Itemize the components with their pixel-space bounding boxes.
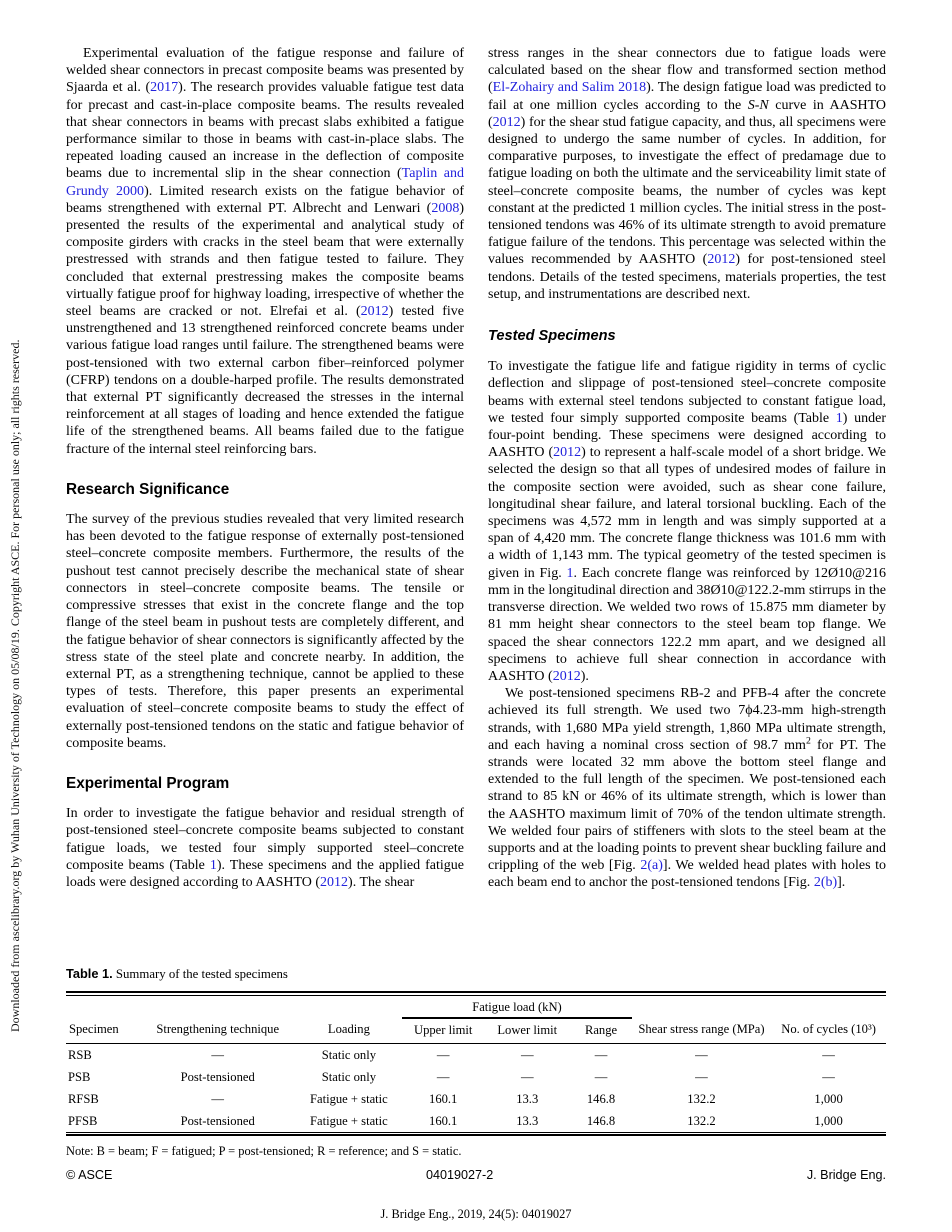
table-row (66, 1043, 886, 1066)
italic-text: S-N (747, 97, 769, 113)
table-cell: RFSB (68, 1092, 99, 1106)
table-cell: — (822, 1048, 835, 1062)
column-header: Upper limit (402, 1018, 484, 1044)
table-cell: — (520, 1048, 534, 1062)
text-segment: ). These specimens and the applied fatigue loads were designed according to AASHTO ( (66, 857, 464, 890)
text-segment: ). The research provides valuable fatigue test data for precast and cast-in-place composite beams. The results revealed that shear connectors in beams with precast slabs exhibited a fatigue performance similar to those in beams with cast-in-place slabs. The repeated loading caused an increase in the deflection of composite beams due to incremental slip in the shear connection ( (66, 80, 464, 182)
citation-link[interactable]: 2(a) (640, 858, 663, 874)
citation-link[interactable]: 2012 (492, 114, 521, 130)
table-cell: Post-tensioned (180, 1114, 255, 1128)
table-cell: 132.2 (687, 1114, 716, 1128)
table-cell: 1,000 (814, 1092, 843, 1106)
fatigue-load-span-header: Fatigue load (kN) (402, 995, 632, 1018)
blank-span-cell (66, 995, 402, 1018)
table-cell: 160.1 (429, 1092, 458, 1106)
table-cell: RSB (68, 1048, 92, 1062)
table-cell: Post-tensioned (180, 1070, 255, 1084)
table-cell: — (594, 1070, 608, 1084)
right-column (488, 45, 886, 892)
text-segment: ) for post-tensioned steel tendons. Details of the tested specimens, materials properties, the test setup, and instrumentations are described next. (488, 252, 887, 302)
continuation-paragraph (488, 45, 886, 303)
footer-journal: J. Bridge Eng. (806, 1168, 886, 1182)
text-segment: . Each concrete flange was reinforced by 12Ø10@216 mm in the longitudinal direction and 38Ø10@122.2-mm stirrups in the transverse direction. We welded two rows of 15.875 mm diameter by 81 mm height shear connectors to the steel beam top flange. We spaced the shear connectors 122.2 mm apart, and we designed all specimens to achieve full shear connection in accordance with AASHTO ( (488, 565, 886, 684)
text-segment: ]. (837, 875, 846, 891)
text-segment: We post-tensioned specimens RB-2 and PFB-4 after the concrete achieved its full strength. We used two 7ϕ4.23-mm high-strength strands, with 1,680 MPa yield strength, 1,860 MPa ultimate strength, and each having a nominal cross section of 98.7 mm (488, 686, 886, 753)
table-caption-text: Summary of the tested specimens (115, 967, 288, 981)
table-cell: — (211, 1048, 224, 1062)
intro-paragraph (66, 45, 464, 458)
text-segment: ) presented the results of the experimental and analytical study of composite girders with cracks in the steel beam that were externally prestressed with strands and then fatigue tested to failure. They concluded that external prestressing makes the composite beams virtually fatigue proof for highway loading, irrespective of whether the steel beams are cracked or not. Elrefai et al. ( (66, 200, 464, 320)
table-row (66, 1110, 886, 1133)
citation-link[interactable]: 2012 (360, 304, 389, 320)
table-cell: — (695, 1048, 708, 1062)
table-caption (66, 966, 886, 982)
text-segment: ) to represent a half-scale model of a short bridge. We selected the design so that all types of undesired modes of failure in the composite section were avoided, such as shear cone failure, longitudinal shear failure, and lateral torsional buckling. Each of the specimens was 4,572 mm in length and was simply supported at a span of 4,420 mm. The concrete flange thickness was 101.6 mm with a width of 1,143 mm. The typical geometry of the tested specimen is given in Fig. (488, 445, 886, 581)
table-note: Note: B = beam; F = fatigued; P = post-tensioned; R = reference; and S = static. (66, 1144, 462, 1158)
table-cell: — (695, 1070, 708, 1084)
table-1-section (66, 966, 886, 1159)
text-segment: curve in AASHTO ( (488, 97, 886, 130)
citation-link[interactable]: 2008 (431, 200, 460, 216)
table-cell: 146.8 (586, 1114, 616, 1128)
citation-link[interactable]: El-Zohairy and Salim 2018 (492, 80, 647, 96)
column-header: Strengthening technique (140, 1018, 296, 1044)
blank-span-cell (632, 995, 886, 1018)
table-row (66, 1066, 886, 1088)
citation-link[interactable]: 1 (835, 410, 843, 426)
citation-link[interactable]: 2017 (150, 80, 179, 96)
heading-tested-specimens: Tested Specimens (488, 328, 616, 345)
text-segment: ]. We welded head plates with holes to each beam end to anchor the post-tensioned tendons [Fig. (488, 858, 886, 891)
page-footer (66, 1168, 886, 1182)
specimens-table-wrapper (66, 991, 886, 1136)
heading-experimental-program: Experimental Program (66, 774, 230, 792)
table-cell: PFSB (68, 1114, 98, 1128)
table-cell: Fatigue + static (310, 1114, 388, 1128)
footer-page-number: 04019027-2 (426, 1168, 494, 1182)
table-cell: 13.3 (516, 1114, 539, 1128)
column-header: Shear stress range (MPa) (632, 1018, 771, 1044)
table-cell: 132.2 (687, 1092, 716, 1106)
table-cell: — (594, 1048, 608, 1062)
table-cell: Static only (321, 1070, 376, 1084)
table-row (66, 1088, 886, 1110)
span-header-row (66, 995, 886, 1018)
citation-link[interactable]: Taplin and Grundy 2000 (66, 166, 464, 199)
column-header-row (66, 1018, 886, 1044)
table-cell: — (520, 1070, 534, 1084)
citation-line: J. Bridge Eng., 2019, 24(5): 04019027 (380, 1207, 572, 1221)
citation-link[interactable]: 2012 (320, 874, 349, 890)
experimental-program-paragraph (66, 805, 464, 891)
table-cell: Fatigue + static (310, 1092, 388, 1106)
table-cell: — (436, 1070, 450, 1084)
citation-link[interactable]: 1 (209, 857, 217, 873)
text-segment: ). (580, 668, 589, 684)
text-segment: The survey of the previous studies revealed that very limited research has been devoted to the fatigue response of externally post-tensioned steel–concrete composite members. Furthermore, the results of the pushout test cannot precisely describe the mechanical state of shear connectors in steel–concrete composite beams. The tensile or compressive stresses that exist in the concrete flange and the top flange of the steel beam in pushout tests are completely different, and the fatigue behavior of shear connectors is significantly affected by the stress state of the steel plate and concrete nearby. In addition, the external PT, as a strengthening technique, cannot be applied to these types of tests. Therefore, this paper presents an experimental evaluation of steel–concrete composite beams to study the effect of externally post-tensioned tendons on the static and fatigue behavior of composite beams. (66, 512, 464, 751)
text-segment: for PT. The strands were located 32 mm above the bottom steel flange and extended to the full length of the specimen. We post-tensioned each strand to 85 kN or 46% of its ultimate strength, which is lower than the AASHTO maximum limit of 70% of the tendon ultimate strength. We welded four pairs of stiffeners with slots to the steel beam at the supports and at the loading points to prevent shear buckling failure and crippling of the web [Fig. (488, 737, 886, 874)
table-cell: Static only (321, 1048, 376, 1062)
text-segment: Experimental evaluation of the fatigue response and failure of welded shear connectors in precast composite beams was presented by Sjaarda et al. ( (66, 46, 464, 96)
tested-specimens-paragraph-2 (488, 685, 886, 891)
text-segment: ) under four-point bending. These specimens were designed according to AASHTO ( (488, 410, 886, 461)
citation-link[interactable]: 2012 (707, 252, 736, 268)
research-significance-paragraph (66, 511, 464, 752)
download-watermark: Downloaded from ascelibrary.org by Wuhan University of Technology on 05/08/19. Copyright ASCE. For personal use only; all rights reserved. (8, 339, 22, 1032)
left-column (66, 45, 464, 892)
column-header: Range (570, 1018, 632, 1044)
citation-link[interactable]: 2012 (552, 668, 581, 684)
column-header: Loading (296, 1018, 403, 1044)
column-header: No. of cycles (10³) (771, 1018, 886, 1044)
text-segment: ). The shear (348, 874, 415, 890)
column-header: Specimen (66, 1018, 140, 1044)
table-cell: 160.1 (429, 1114, 458, 1128)
tested-specimens-paragraph-1 (488, 358, 886, 685)
table-cell: 1,000 (814, 1114, 843, 1128)
heading-research-significance: Research Significance (66, 480, 230, 498)
article-body (66, 45, 886, 892)
citation-link[interactable]: 1 (566, 565, 574, 581)
table-cell: PSB (68, 1070, 91, 1084)
text-segment: stress ranges in the shear connectors due to fatigue loads were calculated based on the shear flow and transformed section method ( (488, 46, 886, 96)
superscript: 2 (805, 735, 811, 747)
text-segment: ). Limited research exists on the fatigue behavior of beams strengthened with external PT. Albrecht and Lenwari ( (66, 183, 464, 216)
text-segment: ) for the shear stud fatigue capacity, and thus, all specimens were designed to undergo the same number of cycles. In addition, for comparative purposes, to investigate the effect of predamage due to fatigue loading on both the ultimate and the serviceability limit state of steel–concrete composite beams, the number of cycles was kept constant at the predicted 1 million cycles. The initial stress in the post-tensioned tendons was 46% of its ultimate strength to avoid premature fatigue failure of the tendons. This percentage was selected within the values recommended by AASHTO ( (488, 114, 886, 268)
citation-link[interactable]: 2012 (553, 445, 582, 461)
text-segment: ). The design fatigue load was predicted to fail at one million cycles according to the (488, 80, 886, 113)
table-cell: 146.8 (586, 1092, 616, 1106)
text-segment: ) tested five unstrengthened and 13 strengthened reinforced concrete beams under various fatigue load ranges until failure. The strengthened beams were post-tensioned with two external carbon fiber–reinforced polymer (CFRP) tendons on a double-harped profile. The results demonstrated that external PT significantly decreased the stresses in the internal reinforcement at all stages of loading and hence extended the fatigue life of the strengthened beams. All beams failed due to the fatigue fracture of the internal steel reinforcing bars. (66, 304, 464, 457)
table-cell: — (822, 1070, 835, 1084)
table-cell: 13.3 (516, 1092, 539, 1106)
specimens-table (66, 995, 886, 1133)
column-header: Lower limit (484, 1018, 570, 1044)
citation-link[interactable]: 2(b) (813, 875, 838, 891)
text-segment: In order to investigate the fatigue behavior and residual strength of post-tensioned steel–concrete composite beams subjected to constant fatigue loads, we tested four simply supported steel–concrete composite beams (Table (66, 806, 464, 873)
table-cell: — (211, 1092, 224, 1106)
table-cell: — (436, 1048, 450, 1062)
table-caption-label: Table 1. (66, 966, 113, 981)
text-segment: To investigate the fatigue life and fatigue rigidity in terms of cyclic deflection and slippage of post-tensioned steel–concrete composite beams with external steel tendons subjected to constant fatigue load, we tested four simply supported composite beams (Table (488, 359, 886, 426)
footer-copyright: © ASCE (66, 1168, 113, 1182)
